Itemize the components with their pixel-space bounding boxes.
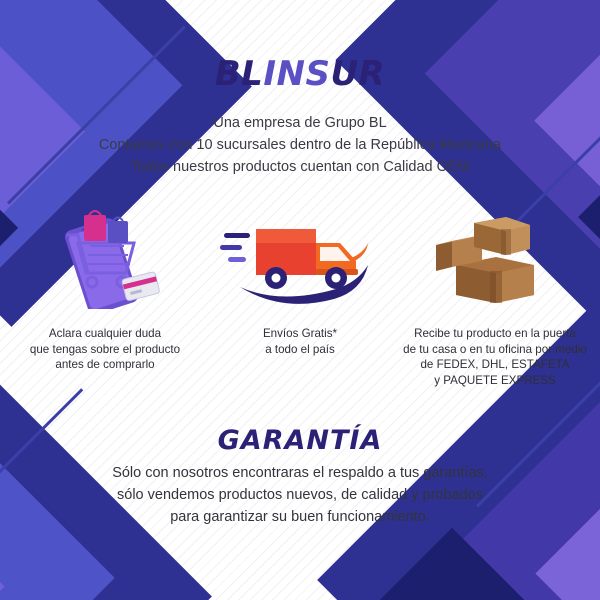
feature-item-shipping	[207, 198, 393, 388]
garantia-body-line-1: Sólo con nosotros encontraras el respaldo a tus garantías,	[112, 465, 488, 481]
garantia-body-line-3: para garantizar su buen funcionamiento.	[170, 509, 430, 525]
brand-logo-part-1: BL	[214, 54, 264, 94]
tagline-line-3: Todos nuestros productos cuentan con Calidad OEM	[130, 159, 470, 175]
brand-logo-part-2: INS	[263, 54, 331, 94]
feature-item-delivery	[402, 198, 588, 388]
feature-caption-delivery-line-4: y PAQUETE EXPRESS	[434, 373, 556, 387]
feature-caption-support-line-1: Aclara cualquier duda	[48, 327, 162, 340]
feature-caption-shipping-line-2: a todo el país	[265, 342, 335, 356]
feature-caption-shipping	[207, 326, 393, 357]
feature-caption-delivery	[402, 326, 588, 388]
brand-logo-part-3: UR	[330, 54, 386, 94]
garantia-body-line-2: sólo vendemos productos nuevos, de calidad y probados	[117, 487, 483, 503]
feature-caption-support-line-2: que tengas sobre el producto	[29, 342, 181, 356]
garantia-heading: GARANTÍA	[217, 425, 383, 456]
cardboard-boxes-icon	[402, 198, 588, 310]
feature-caption-delivery-line-1: Recibe tu producto en la puerta	[414, 327, 576, 340]
phone-shopping-cart-icon	[12, 198, 198, 310]
feature-row	[12, 198, 588, 388]
feature-item-support	[12, 198, 198, 388]
brand-logo	[0, 54, 600, 94]
tagline-line-1: Una empresa de Grupo BL	[213, 115, 387, 131]
garantia-body	[0, 462, 600, 528]
feature-caption-delivery-line-2: de tu casa o en tu oficina por medio	[403, 342, 587, 356]
delivery-truck-icon	[207, 198, 393, 310]
feature-caption-shipping-line-1: Envíos Gratis*	[262, 327, 338, 340]
feature-caption-delivery-line-3: de FEDEX, DHL, ESTAFETA	[420, 358, 570, 371]
tagline-block	[0, 112, 600, 178]
feature-caption-support-line-3: antes de comprarlo	[55, 358, 155, 371]
tagline-line-2: Contamos con 10 sucursales dentro de la República Mexicana	[98, 137, 502, 153]
feature-caption-support	[12, 326, 198, 373]
